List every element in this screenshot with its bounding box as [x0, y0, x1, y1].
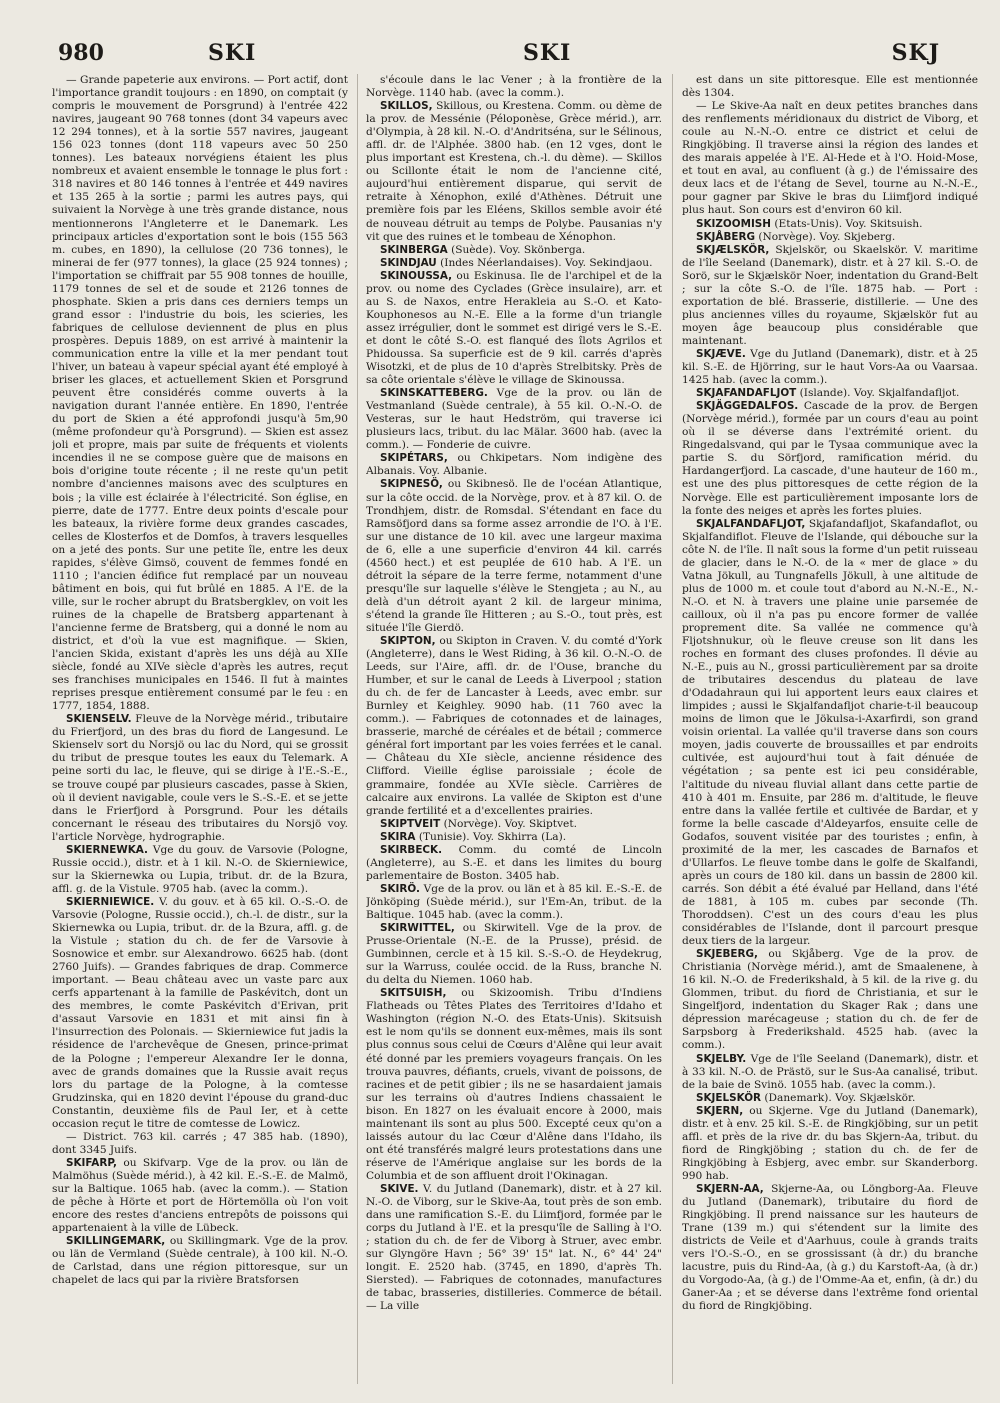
entry-text: est dans un site pittoresque. Elle est mentionnée dès 1304.	[682, 74, 978, 100]
entry-text: — Grande papeterie aux environs. — Port actif, dont l'importance grandit toujours : en 1890, on comptait (y compris le mouvement de Porsgrund) à l'entrée 422 navires, jaugeant 90 768 tonnes (dont 34 vapeurs avec 12 294 tonnes), et à la sortie 557 navires, jaugeant 156 023 tonnes (dont 118 vapeurs avec 50 250 tonnes). Les bateaux norvégiens étaient les plus nombreux et avaient ensemble le tonnage le plus fort : 318 navires et 80 146 tonnes à l'entrée et 449 navires et 135 265 à la sortie ; parmi les autres pays, qui suivaient la Norvège à une très grande distance, nous mentionnerons l'Angleterre et le Danemark. Les principaux articles d'exportation sont le bois (155 563 m. cubes, en 1890), la cellulose (20 736 tonnes), le minerai de fer (977 tonnes), la glace (25 924 tonnes) ; l'importation se chiffrait par 55 908 tonnes de houille, 1179 tonnes de sel et de soude et 2126 tonnes de phosphate. Skien a pris dans ces derniers temps un grand essor : l'industrie du bois, les scieries, les fabriques de cellulose deviennent de plus en plus prospères. Depuis 1889, on est arrivé à maintenir la communication entre la ville et la mer pendant tout l'hiver, un bateau à vapeur spécial ayant été employé à briser les glaces, et actuellement Skien et Porsgrund peuvent être considérés comme ouverts à la navigation durant l'année entière. En 1890, l'entrée du port de Skien a été approfondi jusqu'à 5m,90 (même profondeur qu'à Porsgrund). — Skien est assez joli et propre, mais par suite de fréquents et violents incendies il ne se compose guère que de maisons en bois d'origine toute récente ; il ne reste qu'un petit nombre d'anciennes maisons avec des sculptures en bois ; la ville est éclairée à l'électricité. Son église, en pierre, date de 1777. Entre deux points d'escale pour les bateaux, la rivière forme deux grandes cascades, celles de Klosterfos et de Domfos, à travers lesquelles on a jeté des ponts. Sur une petite île, entre les deux rapides, s'élève Gimsö, couvent de femmes fondé en 1110 ; l'ancien édifice fut remplacé par un nouveau bâtiment en bois, qui fut brûlé en 1885. A l'E. de la ville, sur le rocher abrupt du Bratsbergklev, on voit les ruines de la chapelle de Bratsberg appartenant à l'ancienne ferme de Bratsberg, qui a donné le nom au district, et d'où la vue est magnifique. — Skien, l'ancien Skida, existant d'après les uns déjà au XIIe siècle, fondé au XIVe siècle d'après les autres, reçut ses franchises municipales en 1546. Il fut à maintes reprises presque entièrement consumé par le feu : en 1777, 1854, 1888.	[52, 74, 348, 713]
dictionary-entry	[682, 231, 978, 244]
entry-headword: SKIRBECK.	[380, 843, 443, 856]
entry-text: — Le Skive-Aa naît en deux petites branches dans des renflements méridionaux du district de Viborg, et coule au N.-N.-O. entre ce district et celui de Ringkjöbing. Il traverse ainsi la région des landes et des marais appelée à l'E. Al-Hede et à l'O. Hoid-Mose, et tout en aval, au confluent (à g.) de l'émissaire des deux lacs et de l'étang de Sevel, tourne au N.-N.-E., pour gagner par Skive le bras du Liimfjord indiqué plus haut. Son cours est d'environ 60 kil.	[682, 100, 978, 217]
dictionary-entry	[366, 244, 662, 257]
entry-text: V. du gouv. et à 65 kil. O.-S.-O. de Varsovie (Pologne, Russie occid.), ch.-l. de distr., sur la Skiernewka ou Lupia, tribut. dr. de la Bzura, affl. g. de la Vistule ; station du ch. de fer de Varsovie à Sosnowice et embr. sur Alexandrowo. 6625 hab. (dont 2760 Juifs). — Grandes fabriques de drap. Commerce important. — Beau château avec un vaste parc aux cerfs appartenant à la famille de Paskévitch, dont un des membres, le comte Paskévitch d'Erivan, prit d'assaut Varsovie en 1831 et mit ainsi fin à l'insurrection des Polonais. — Skierniewice fut jadis la résidence de l'archevêque de Gnesen, prince-primat de la Pologne ; l'empereur Alexandre Ier le donna, avec de grands domaines que la Russie avait reçus lors du partage de la Pologne, à la comtesse Grudzinska, qui en 1820 devint l'épouse du grand-duc Constantin, deuxième fils de Paul Ier, et à cette occasion reçut le titre de comtesse de Lowicz.	[52, 895, 348, 1130]
entry-headword: SKIRA	[380, 830, 416, 843]
entry-headword: SKJEBERG,	[696, 948, 758, 961]
column-middle	[366, 74, 662, 1389]
entry-text: (Norvège). Voy. Skiptvet.	[443, 817, 577, 830]
entry-text: Vge de la prov. ou län et à 85 kil. E.-S.-E. de Jönköping (Suède mérid.), sur l'Em-An, tribut. de la Baltique. 1045 hab. (avec la comm.).	[366, 882, 662, 921]
dictionary-entry	[366, 922, 662, 987]
entry-headword: SKJELSKÖR	[696, 1091, 762, 1104]
dictionary-entry	[682, 400, 978, 517]
entry-headword: SKILLINGEMARK,	[66, 1235, 166, 1248]
entry-headword: SKINBERGA	[380, 243, 448, 256]
entry-text: (Suède). Voy. Skönberga.	[451, 243, 586, 256]
entry-text: ou Skjåberg. Vge de la prov. de Christiania (Norvège mérid.), amt de Smaalenene, à 16 kil. N.-O. de Frederikshald, à 5 kil. de la rive g. du Glommen, tribut. du fiord de Christiania, et sur le Singelfjord, indentation du Skager Rak ; dans une dépression marécageuse ; station du ch. de fer de Sarpsborg à Frederikshald. 4525 hab. (avec la comm.).	[682, 948, 978, 1052]
entry-text: — District. 763 kil. carrés ; 47 385 hab. (1890), dont 3345 Juifs.	[52, 1130, 348, 1156]
entry-headword: SKJELBY.	[696, 1052, 747, 1065]
dictionary-entry	[682, 518, 978, 949]
dictionary-entry	[682, 1053, 978, 1092]
page-header	[58, 40, 970, 72]
entry-text: Vge de la prov. ou län de Vestmanland (Suède centrale), à 55 kil. O.-N.-O. de Vesteras, sur le haut Hedström, qui traverse ici plusieurs lacs, tribut. du lac Mälar. 3600 hab. (avec la comm.). — Fonderie de cuivre.	[366, 387, 662, 452]
dictionary-entry	[52, 74, 348, 713]
dictionary-entry	[52, 896, 348, 1131]
entry-text: (Islande). Voy. Skjalfandafljot.	[799, 387, 960, 400]
dictionary-entry	[682, 948, 978, 1052]
dictionary-entry	[682, 348, 978, 387]
entry-headword: SKJÅBERG	[696, 230, 755, 243]
entry-text: ou Chkipetars. Nom indigène des Albanais. Voy. Albanie.	[366, 452, 662, 478]
entry-headword: SKIERNEWKA.	[66, 843, 148, 856]
dictionary-entry	[366, 74, 662, 100]
entry-headword: SKILLOS,	[380, 100, 433, 113]
entry-text: (Danemark). Voy. Skjælskör.	[764, 1091, 916, 1104]
entry-text: ou Eskinusa. Ile de l'archipel et de la prov. ou nome des Cyclades (Grèce insulaire), arr. et au S. de Naxos, entre Herakleia au S.-O. et Kato-Kouphonesos au N.-E. Elle a la forme d'un triangle assez irrégulier, dont le sommet est dirigé vers le S.-E. et dont le côté S.-O. est flanqué des îlots Agrilos et Phidoussa. Sa superficie est de 9 kil. carrés d'après Wisotzki, et de plus de 10 d'après Strelbitsky. Près de sa côte orientale s'élève le village de Skinoussa.	[366, 269, 662, 387]
entry-headword: SKJERN,	[696, 1104, 744, 1117]
running-head-left: SKI	[208, 40, 257, 66]
page-number: 980	[58, 40, 104, 66]
dictionary-entry	[366, 883, 662, 922]
entry-headword: SKIRWITTEL,	[380, 922, 455, 935]
running-head-center: SKI	[523, 40, 572, 66]
entry-headword: SKIENSELV.	[66, 713, 132, 726]
entry-headword: SKIPTVEIT	[380, 817, 441, 830]
dictionary-entry	[366, 100, 662, 244]
entry-text: Skjerne-Aa, ou Löngborg-Aa. Fleuve du Jutland (Danemark), tributaire du fiord de Ringkjöbing. Il prend naissance sur les hauteurs de Trane (139 m.) qui s'étendent sur la limite des districts de Veile et d'Aarhuus, coule à grands traits vers l'O.-S.-O., en se grossissant (à dr.) du branche lacustre, puis du Rind-Aa, (à g.) du Karstoft-Aa, (à dr.) du Vorgodo-Aa, (à g.) de l'Omme-Aa et, enfin, (à dr.) du Ganer-Aa ; et se déverse dans l'extrême fond oriental du fiord de Ringkjöbing.	[682, 1182, 978, 1313]
dictionary-entry	[682, 1183, 978, 1313]
entry-text: Cascade de la prov. de Bergen (Norvège mérid.), formée par un cours d'eau au point où il se déverse dans l'extrémité orient. du Ringedalsvand, qui par le Tysaa communique avec la partie S. du Sörfjord, ramification mérid. du Hardangerfjord. La cascade, d'une hauteur de 160 m., est une des plus pittoresques de cette région de la Norvège. Elle est particulièrement imposante lors de la fonte des neiges et après les fortes pluies.	[682, 400, 978, 517]
entry-headword: SKIPTON,	[380, 635, 436, 648]
entry-headword: SKIZOOMISH	[696, 217, 771, 230]
entry-headword: SKJÆLSKÖR,	[696, 243, 770, 256]
entry-text: Vge du Jutland (Danemark), distr. et à 25 kil. S.-E. de Hjörring, sur le haut Vors-Aa ou Vaarsaa. 1425 hab. (avec la comm.).	[682, 347, 978, 387]
dictionary-entry	[52, 1235, 348, 1287]
dictionary-entry	[366, 478, 662, 635]
entry-headword: SKITSUISH,	[380, 987, 447, 1000]
column-left	[52, 74, 348, 1389]
dictionary-entry	[366, 452, 662, 478]
dictionary-entry	[52, 1131, 348, 1157]
entry-headword: SKINDJAU	[380, 256, 437, 269]
entry-headword: SKIRÖ.	[380, 882, 420, 895]
dictionary-entry	[366, 270, 662, 387]
dictionary-entry	[52, 713, 348, 843]
entry-text: Vge du gouv. de Varsovie (Pologne, Russie occid.), distr. et à 1 kil. N.-O. de Skierniewice, sur la Skiernewka ou Lupia, tribut. dr. de la Bzura, affl. g. de la Vistule. 9705 hab. (avec la comm.).	[52, 843, 348, 895]
dictionary-entry	[366, 987, 662, 1183]
dictionary-entry	[52, 1157, 348, 1235]
dictionary-entry	[682, 100, 978, 217]
entry-text: Skjafandafljot, Skafandaflot, ou Skjalfandiflot. Fleuve de l'Islande, qui débouche sur la côte N. de l'île. Il naît sous la forme d'un petit ruisseau de glacier, dans le N.-O. de la « mer de glace » du Vatna Jökull, au Tungnafells Jökull, à une altitude de plus de 1000 m. et coule tout d'abord au N.-N.-E., N.-N.-O. et N. à travers une plaine unie parsemée de cailloux, où il n'a pas pu encore former de vallée proprement dite. Sa vallée ne commence qu'à Fljotshnukur, où le fleuve creuse son lit dans les roches en formant des cluses profondes. Il dévie au N.-E., puis au N., grossi particulièrement par sa droite de tributaires descendus du plateau de lave d'Odadahraun qui lui apportent leurs eaux claires et limpides ; aussi le Skjalfandafljot charie-t-il beaucoup moins de limon que le Jökulsa-i-Axarfirdi, son grand voisin oriental. La vallée qu'il traverse dans son cours moyen, jadis couverte de broussailles et par endroits cultivée, est aujourd'hui tout à fait dénuée de végétation ; sa pente est ici peu considérable, l'altitude du niveau fluvial allant dans cette partie de 410 à 401 m. Ensuite, par 286 m. d'altitude, le fleuve entre dans la vallée fertile et cultivée de Bardar, et y forme la belle cascade d'Aldeyarfos, ensuite celle de Godafos, souvent visitée par des touristes ; enfin, à proximité de la mer, les cascades de Barnafos et d'Ullarfos. Le fleuve tombe dans le golfe de Skalfandi, après un cours de 180 kil. dans un bassin de 2800 kil. carrés. Son débit a été évalué par Helland, dans l'été de 1881, à 105 m. cubes par seconde (Th. Thoroddsen). C'est un des cours d'eau les plus considérables de l'Islande, dont il parcourt presque deux tiers de la largeur.	[682, 517, 978, 948]
column-right	[682, 74, 978, 1389]
entry-headword: SKJERN-AA,	[696, 1182, 764, 1195]
entry-text: Skjelskör, ou Skaelskör. V. maritime de l'île Seeland (Danemark), distr. et à 27 kil. S.-O. de Sorö, sur le Skjælskör Noer, indentation du Grand-Belt ; sur la côte S.-O. de l'île. 1875 hab. — Port : exportation de blé. Brasserie, distillerie. — Une des plus anciennes villes du royaume, Skjælskör fut au moyen âge beaucoup plus considérable que maintenant.	[682, 243, 978, 347]
entry-text: ou Skjerne. Vge du Jutland (Danemark), distr. et à env. 25 kil. S.-E. de Ringkjöbing, sur un petit affl. et près de la rive dr. du bas Skjern-Aa, tribut. du fiord de Ringkjöbing ; station du ch. de fer de Ringkjöbing à Esbjerg, avec embr. sur Skanderborg. 990 hab.	[682, 1104, 978, 1182]
dictionary-entry	[682, 74, 978, 100]
entry-headword: SKINSKATTEBERG.	[380, 387, 488, 400]
entry-headword: SKIVE.	[380, 1182, 419, 1195]
entry-text: ou Skifvarp. Vge de la prov. ou län de Malmöhus (Suède mérid.), à 42 kil. E.-S.-E. de Malmö, sur la Baltique. 1065 hab. (avec la comm.). — Station de pêche à Hörte et port de Hörtemölla où l'on voit encore des restes d'anciens entrepôts de poissons qui appartenaient à la ville de Lübeck.	[52, 1156, 348, 1235]
entry-text: Fleuve de la Norvège mérid., tributaire du Frierfjord, un des bras du fiord de Langesund. Le Skienselv sort du Norsjö ou lac du Nord, qui se grossit du tribut de presque toutes les eaux du Telemark. A peine sorti du lac, le fleuve, qui se dirige à l'E.-S.-E., se trouve coupé par plusieurs cascades, passe à Skien, où il devient navigable, coule vers le S.-S.-E. et se jette dans le Frierfjord à Porsgrund. Pour les détails concernant le réseau des tributaires du Norsjö voy. l'article Norvège, hydrographie.	[52, 713, 348, 843]
entry-text: (Indes Néerlandaises). Voy. Sekindjaou.	[440, 256, 653, 269]
dictionary-entry	[366, 387, 662, 452]
entry-text: ou Skillingmark. Vge de la prov. ou län de Vermland (Suède centrale), à 100 kil. N.-O. de Carlstad, dans une région pittoresque, sur un chapelet de lacs qui par la rivière Bratsforsen	[52, 1235, 348, 1287]
dictionary-entry	[366, 1183, 662, 1313]
entry-text: (Norvège). Voy. Skjeberg.	[758, 230, 896, 243]
entry-headword: SKJÆVE.	[696, 347, 746, 360]
entry-headword: SKJAFANDAFLJOT	[696, 387, 797, 400]
entry-text: ou Skirwitell. Vge de la prov. de Prusse-Orientale (N.-E. de la Prusse), présid. de Gumbinnen, cercle et à 15 kil. S.-S.-O. de Heydekrug, sur la Warruss, coulée occid. de la Russ, branche N. du delta du Niemen. 1060 hab.	[366, 922, 662, 987]
entry-headword: SKINOUSSA,	[380, 269, 453, 282]
dictionary-entry	[366, 635, 662, 818]
entry-headword: SKIPÉTARS,	[380, 452, 448, 465]
dictionary-entry	[366, 818, 662, 831]
entry-text: Skillous, ou Krestena. Comm. ou dème de la prov. de Messénie (Péloponèse, Grèce mérid.), arr. d'Olympia, à 28 kil. N.-O. d'Andritséna, sur le Sélinous, affl. dr. de l'Alphée. 3800 hab. (en 12 vges, dont le plus important est Krestena, ch.-l. du dème). — Skillos ou Scillonte était le nom de l'ancienne cité, aujourd'hui entièrement disparue, qui servit de retraite à Xénophon, exilé d'Athènes. Détruit une première fois par les Eléens, Skillos semble avoir été de nouveau détruit au temps de Polybe. Pausanias n'y vit que des ruines et le tombeau de Xénophon.	[366, 100, 662, 243]
dictionary-entry	[682, 244, 978, 348]
entry-headword: SKJÄGGEDALFOS.	[696, 400, 799, 413]
entry-text: s'écoule dans le lac Vener ; à la frontière de la Norvège. 1140 hab. (avec la comm.).	[366, 74, 662, 100]
entry-text: Comm. du comté de Lincoln (Angleterre), au S.-E. et dans les limites du bourg parlementaire de Boston. 3405 hab.	[366, 843, 662, 882]
running-head-right: SKJ	[891, 40, 940, 66]
entry-headword: SKIERNIEWICE.	[66, 895, 155, 908]
dictionary-entry	[682, 387, 978, 400]
dictionary-entry	[682, 1105, 978, 1183]
dictionary-entry	[366, 257, 662, 270]
entry-headword: SKIPNESÖ,	[380, 478, 443, 491]
entry-text: (Etats-Unis). Voy. Skitsuish.	[774, 217, 923, 230]
dictionary-entry	[366, 844, 662, 883]
dictionary-entry	[52, 844, 348, 896]
entry-text: ou Skibnesö. Ile de l'océan Atlantique, sur la côte occid. de la Norvège, prov. et à 87 kil. O. de Trondhjem, distr. de Romsdal. S'étendant en face du Ramsöfjord dans sa forme assez arrondie de l'O. à l'E. sur une distance de 10 kil. avec une largeur maxima de 6, elle a une superficie d'environ 44 kil. carrés (4560 hect.) et est peuplée de 610 hab. A l'E. un détroit la sépare de la terre ferme, notamment d'une presqu'île sur laquelle s'élève le Stengjeta ; au N., au delà d'un détroit ayant 2 kil. de largeur minima, s'étend la grande île Hitteren ; au S.-O., tout près, est située l'île Gierdö.	[366, 478, 662, 634]
dictionary-entry	[366, 831, 662, 844]
dictionary-entry	[682, 218, 978, 231]
entry-text: Vge de l'île Seeland (Danemark), distr. et à 33 kil. N.-O. de Prästö, sur le Sus-Aa canalisé, tribut. de la baie de Svinö. 1055 hab. (avec la comm.).	[682, 1052, 978, 1091]
entry-text: ou Skipton in Craven. V. du comté d'York (Angleterre), dans le West Riding, à 36 kil. O.-N.-O. de Leeds, sur l'Aire, affl. dr. de l'Ouse, branche du Humber, et sur le canal de Leeds à Liverpool ; station du ch. de fer de Lancaster à Leeds, avec embr. sur Burnley et Keighley. 9090 hab. (11 760 avec la comm.). — Fabriques de cotonnades et de lainages, brasserie, marché de céréales et de bétail ; commerce général fort important par les voies ferrées et le canal. — Château du XIe siècle, ancienne résidence des Clifford. Vieille église paroissiale ; école de grammaire, fondée au XVIe siècle. Carrières de calcaire aux environs. La vallée de Skipton est d'une grande fertilité et a d'excellentes prairies.	[366, 635, 662, 817]
entry-text: V. du Jutland (Danemark), distr. et à 27 kil. N.-O. de Viborg, sur le Skive-Aa, tout près de son emb. dans une ramification S.-E. du Liimfjord, formée par le corps du Jutland à l'E. et la presqu'île de Salling à l'O. ; station du ch. de fer de Viborg à Struer, avec embr. sur Glyngöre Havn ; 56° 39' 15" lat. N., 6° 44' 24" longit. E. 2520 hab. (3745, en 1890, d'après Th. Siersted). — Fabriques de cotonnades, manufactures de tabac, brasseries, distilleries. Commerce de bétail. — La ville	[366, 1182, 662, 1313]
entry-text: (Tunisie). Voy. Skhirra (La).	[418, 830, 567, 843]
entry-headword: SKJALFANDAFLJOT,	[696, 517, 806, 530]
entry-text: ou Skizoomish. Tribu d'Indiens Flatheads ou Têtes Plates des Territoires d'Idaho et Washington (région N.-O. des Etats-Unis). Skitsuish est le nom qu'ils se donnent eux-mêmes, mais ils sont plus connus sous celui de Cœurs d'Alêne qui leur avait été donné par les premiers voyageurs français. On les trouva pauvres, défiants, cruels, vivant de poissons, de racines et de petit gibier ; ils ne se hasardaient jamais sur les terrains où d'autres Indiens chassaient le bison. En 1827 on les évaluait encore à 2000, mais maintenant ils sont au plus 500. Excepté ceux qu'on a laissés autour du lac Cœur d'Alêne dans l'Idaho, ils ont été transférés malgré leurs protestations dans une réserve de l'Amérique anglaise sur les bords de la Columbia et de son affluent droit l'Okinagan.	[366, 987, 662, 1182]
entry-headword: SKIFARP,	[66, 1156, 118, 1169]
dictionary-entry	[682, 1092, 978, 1105]
text-columns	[52, 74, 980, 1389]
